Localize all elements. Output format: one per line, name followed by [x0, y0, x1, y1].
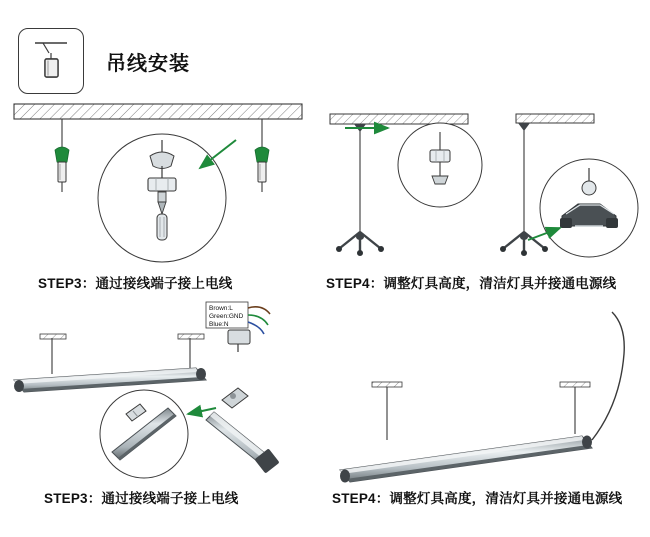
caption-bottom-right: STEP4：调整灯具高度，清洁灯具并接通电源线 [332, 491, 623, 506]
panel-top-middle [330, 114, 482, 256]
detail-circle-top-right [540, 159, 638, 257]
hanger-left [55, 119, 69, 192]
linear-fixture-left-2 [206, 412, 280, 474]
caption-top-left: STEP3：通过接线端子接上电线 [38, 276, 233, 291]
ceiling-slab-left [14, 104, 302, 119]
panel-top-left [14, 104, 302, 262]
caption-top-right: STEP4：调整灯具高度，清洁灯具并接通电源线 [326, 276, 617, 291]
wire-label-brown: Brown:L [209, 305, 233, 312]
hanger-right [255, 119, 269, 192]
wire-label-green: Green:GND [209, 313, 244, 320]
detail-circle-bottom-left [100, 390, 188, 478]
wire-label-blue: Blue:N [209, 321, 229, 328]
page-title: 吊线安装 [106, 52, 190, 75]
panel-bottom-left [14, 302, 280, 478]
panel-top-right [500, 114, 638, 257]
stand-base-left [336, 232, 384, 256]
terminal-connector-bottom-left [222, 388, 248, 408]
linear-fixture-left [14, 368, 206, 392]
linear-fixture-right [340, 436, 592, 483]
detail-circle-top-middle [398, 123, 482, 207]
detail-circle-top-left [98, 134, 226, 262]
panel-bottom-right [340, 312, 624, 483]
caption-bottom-left: STEP3：通过接线端子接上电线 [44, 491, 239, 506]
